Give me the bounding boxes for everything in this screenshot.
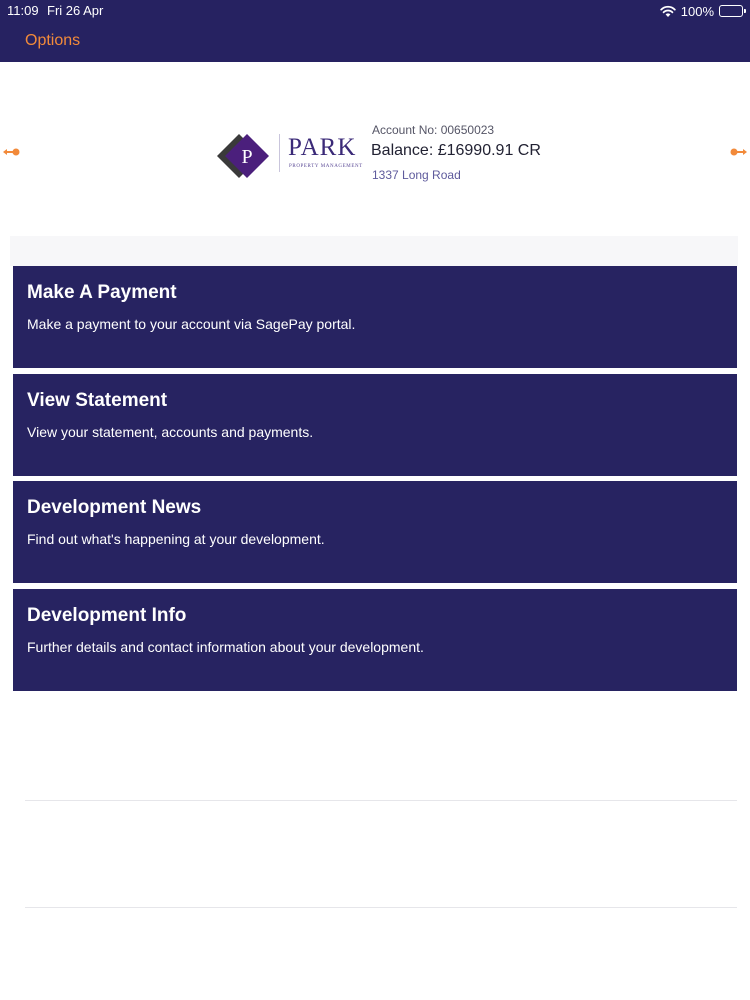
section-spacer	[10, 236, 738, 266]
view-statement-card[interactable]	[13, 374, 737, 476]
wifi-icon	[660, 4, 676, 18]
arrow-right-icon[interactable]	[728, 146, 748, 158]
status-indicators	[660, 2, 743, 20]
card-title: Make A Payment	[27, 282, 177, 303]
account-address: 1337 Long Road	[372, 168, 461, 182]
battery-icon	[719, 5, 743, 17]
options-button[interactable]: Options	[25, 32, 81, 49]
status-date: Fri 26 Apr	[47, 3, 104, 18]
card-description: Further details and contact information about your development.	[27, 638, 424, 655]
status-bar	[0, 0, 750, 22]
make-payment-card[interactable]	[13, 266, 737, 368]
navigation-bar	[0, 0, 750, 62]
card-title: View Statement	[27, 389, 168, 411]
card-title: Development Info	[27, 604, 187, 626]
status-time: 11:09	[7, 3, 39, 18]
battery-percent: 100%	[680, 3, 714, 19]
logo-divider	[279, 134, 280, 172]
account-balance: Balance: £16990.91 CR	[371, 142, 541, 159]
development-info-card[interactable]	[13, 589, 737, 691]
account-number: Account No: 00650023	[372, 123, 495, 137]
menu-list	[13, 266, 737, 696]
card-title: Development News	[27, 497, 202, 518]
list-divider	[25, 907, 737, 908]
arrow-left-icon[interactable]	[2, 146, 22, 158]
card-description: Make a payment to your account via SagePay portal.	[27, 316, 356, 332]
card-description: Find out what's happening at your development.	[27, 531, 325, 547]
logo-word: PARK	[288, 134, 357, 161]
logo-subtitle: PROPERTY MANAGEMENT	[289, 164, 363, 169]
list-divider	[25, 800, 737, 801]
account-header	[0, 62, 750, 236]
card-description: View your statement, accounts and payments.	[27, 423, 314, 440]
logo-mark-icon	[217, 132, 277, 180]
development-news-card[interactable]	[13, 481, 737, 583]
park-logo	[217, 132, 367, 180]
logo-letter: P	[241, 146, 253, 168]
